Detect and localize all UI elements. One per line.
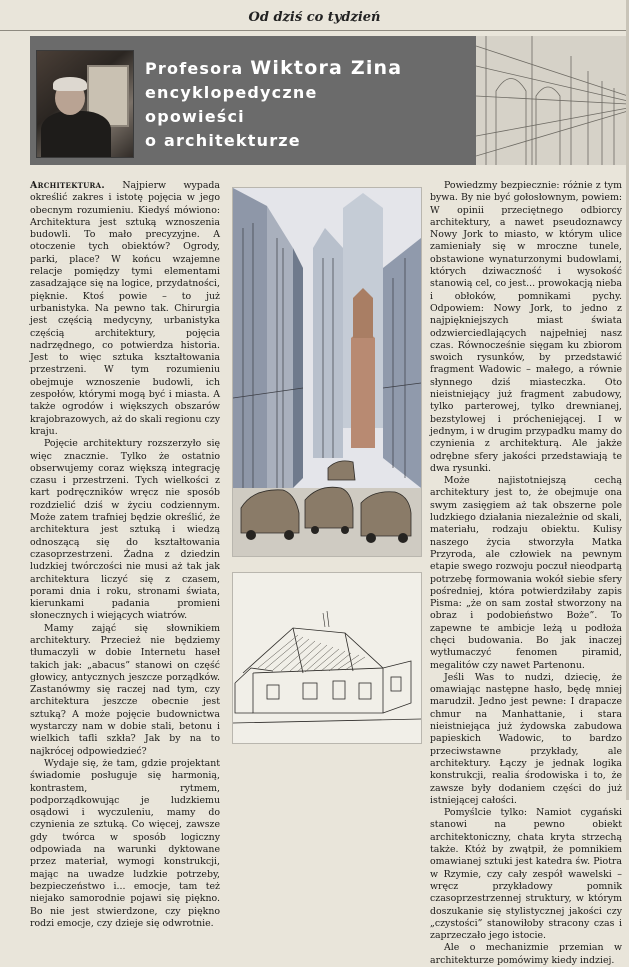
headline-line-3: opowieści	[145, 107, 245, 126]
paragraph	[30, 180, 220, 438]
photo-hair	[53, 77, 87, 91]
paragraph: Jeśli Was to nudzi, dziecię, że omawiając następne hasło, będę mniej marudził. Jedno jest pewne: I drapacze chmur na Manhattanie, i stara nieistniejąca już żydowska zabudowa papieskich Wadowic, to bardzo przeciwstawne przykłady, ale architektury. Łączy je jednak logika konstrukcji, realia środowiska i to, że zawsze były dodaniem części do już istniejącej całości.	[430, 671, 622, 806]
headline-line-2: encyklopedyczne	[145, 83, 318, 102]
architecture-perspective-sketch	[476, 36, 628, 165]
paragraph: Mamy zająć się słownikiem architektury. Przecież nie będziemy tłumaczyli w dobie Internetu haseł takich jak: „abacus” stanowi on część głowicy, antycznych jeszcze porządków. Zastanówmy się raczej nad tym, czy architektura jeszcze obecnie jest sztuką? A może pojęcie budownictwa wystarczy nam w dobie stali, betonu i wielkich tafli szkła? Jak by na to najkrócej odpowiedzieć?	[30, 622, 220, 757]
article-banner	[30, 36, 628, 165]
article-headline	[145, 56, 475, 153]
perspective-sketch-svg	[476, 36, 628, 165]
new-york-sketch-svg	[233, 188, 421, 556]
author-photo	[36, 50, 134, 158]
paragraph: Ale o mechanizmie przemian w architekturze pomówimy kiedy indziej.	[430, 942, 622, 966]
lead-word: Architektura.	[30, 180, 105, 191]
paragraph: Pomyślcie tylko: Namiot cygański stanowi na pewno obiekt architektoniczny, chata kryta strzechą także. Któż by zwątpił, że pomnikiem omawianej sztuki jest katedra św. Piotra w Rzymie, czy cały zespół wawelski – wręcz przykładowy pomnik czasoprzestrzennej struktury, w którym doszukanie się stylistycznej jakości czy „czystości” stanowiłoby stracony czas i zaprzeczało jego istocie.	[430, 807, 622, 942]
running-head: Od dziś co tydzień	[248, 10, 381, 25]
headline-prefix: Profesora	[145, 59, 244, 78]
headline-line-4: o architekturze	[145, 131, 301, 150]
text-column-left	[30, 180, 220, 930]
paragraph-text: Najpierw wypada określić zakres i istotę pojęcia w jego obecnym rozumieniu. Kiedyś mówiono: Architektura jest sztuką wznoszenia budowli. To mało precyzyjne. A otoczenie tych obiektów? Ogrody, parki, place? W końcu wzajemne relacje pomiędzy tymi elementami zasadzające się na logice, przydatności, pięknie. Ktoś powie – to już urbanistyka. Na pewno tak. Chirurgia jest częścią medycyny, urbanistyka częścią architektury, pojęcia nadrzędnego, co potwierdza historia. Jest to więc sztuka kształtowania przestrzeni. W tym rozumieniu obejmuje wznoszenie budowli, ich zespołów, którymi mogą być i miasta. A także ogrodów i większych obszarów krajobrazowych, aż do skali regionu czy kraju.	[30, 180, 220, 437]
new-york-street-illustration	[232, 187, 422, 557]
headline-line-1	[145, 56, 475, 81]
paragraph: Powiedzmy bezpiecznie: różnie z tym bywa. By nie być gołosłownym, powiem: W opinii przeciętnego odbiorcy architektury, a nawet pseudoznawcy Nowy Jork to miasto, w którym ulice zamieniały się w mroczne tunele, obstawione wynaturzonymi budowlami, których dziwaczność i wysokość stanowią cel, co jest... prowokacją nieba i obłoków, pomnikami pychy. Odpowiem: Nowy Jork, to jedno z najpiękniejszych miast świata odzwierciedlających najpełniej nasz czas. Równocześnie sięgam ku zbiorom swoich rysunków, by przedstawić fragment Wadowic – małego, a równie słynnego dziś miasteczka. Oto nieistniejący już fragment zabudowy, tylko parterowej, tylko drewnianej, bezstylowej i prócheniejącej. I w jednym, i w drugim przypadku mamy do czynienia z architekturą. Ale jakże odrębne sfery jakości przedstawiają te dwa rysunki.	[430, 180, 622, 474]
header-rule	[0, 30, 629, 31]
photo-coat	[41, 111, 111, 157]
wadowice-houses-illustration	[232, 572, 422, 744]
text-column-right	[430, 180, 622, 967]
headline-name: Wiktora Zina	[250, 57, 403, 79]
paragraph: Może najistotniejszą cechą architektury jest to, że obejmuje ona swym zasięgiem aż tak obszerne pole ludzkiego działania niezależnie od skali, materiału, rodzaju obiektu. Kulisy naszego życia stworzyła Matka Przyroda, ale człowiek na pewnym etapie swego rozwoju poczuł nieodpartą potrzebę formowania wokół siebie sfery pośredniej, która potwierdziłaby zapis Pisma: „że on sam został stworzony na obraz i podobieństwo Boże”. To zapewne te ambicje leżą u podłoża chęci budowania. Bo jak inaczej wytłumaczyć fenomen piramid, megalitów czy nawet Partenonu.	[430, 475, 622, 671]
wadowice-sketch-svg	[233, 573, 421, 743]
paragraph: Pojęcie architektury rozszerzyło się więc znacznie. Tylko że ostatnio obserwujemy coraz większą integrację czasu i przestrzeni. Tych wielkości z kart podręczników wręcz nie sposób rozdzielić dziś w życiu codziennym. Może zatem trafniej będzie określić, że architektura jest sztuką i wiedzą odnoszącą się do kształtowania czasoprzestrzeni. Żadna z dziedzin ludzkiej twórczości nie musi aż tak jak architektura liczyć się z czasem, porami dnia i roku, stronami świata, kierunkami padania promieni słonecznych i wiejących wiatrów.	[30, 438, 220, 622]
paragraph: Wydaje się, że tam, gdzie projektant świadomie posługuje się harmonią, kontrastem, rytmem, podporządkowując je ludzkiemu osądowi i wyczuleniu, mamy do czynienia ze sztuką. Co więcej, zawsze gdy twórca w sposób logiczny odpowiada na warunki dyktowane przez materiał, wymogi konstrukcji, mając na uwadze ludzkie potrzeby, bezpieczeństwo i... emocje, tam też niejako samorodnie pojawi się piękno. Bo nie jest stwierdzone, czy piękno rodzi emocje, czy dzieje się odwrotnie.	[30, 757, 220, 929]
